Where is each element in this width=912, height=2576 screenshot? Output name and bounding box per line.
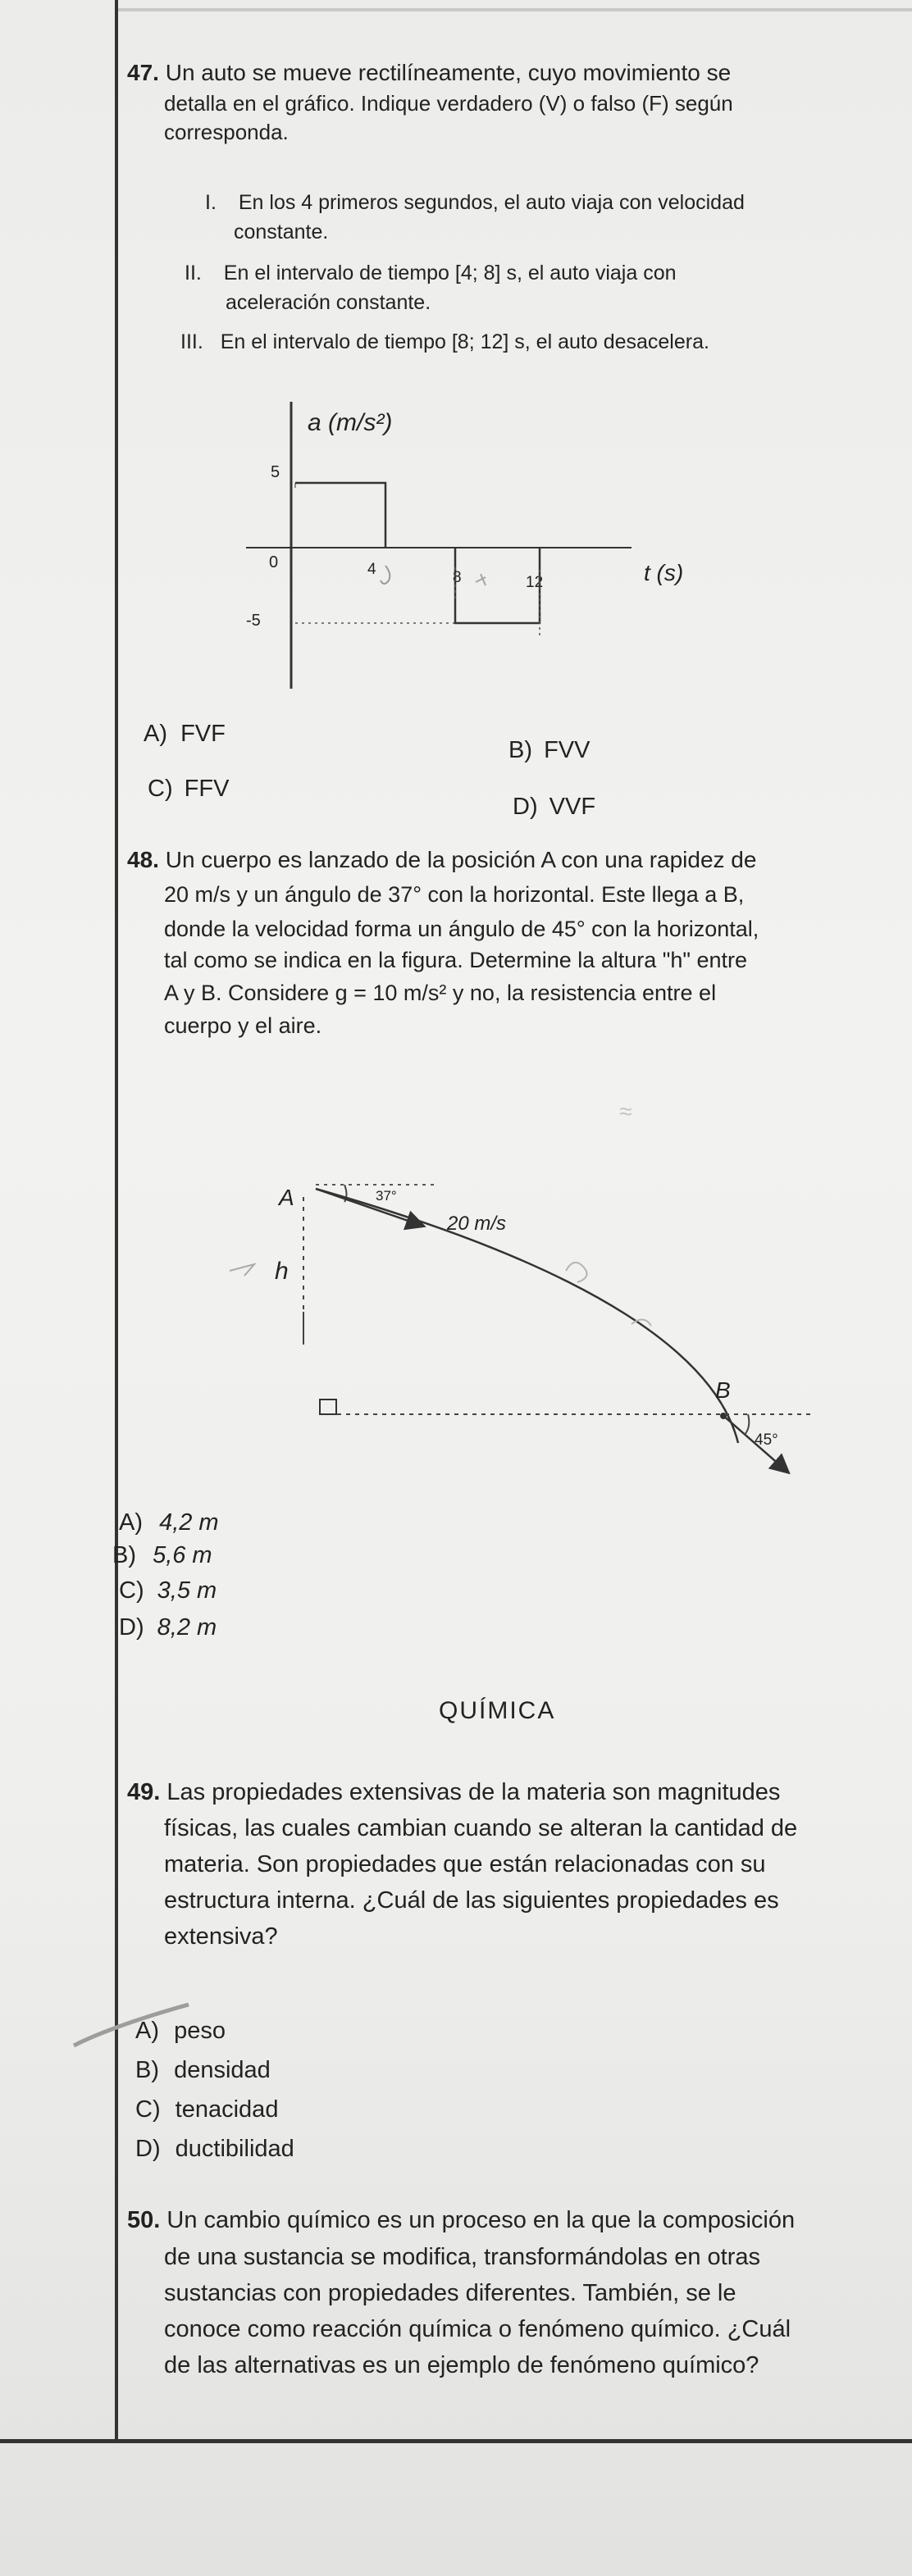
question-text-line: Un cambio químico es un proceso en la que la composición — [166, 2207, 796, 2233]
question-text-line: detalla en el gráfico. Indique verdadero (V) o falso (F) según — [164, 91, 733, 116]
question-number: 48. — [127, 847, 159, 872]
option-d[interactable]: D) ductibilidad — [135, 2136, 294, 2162]
projectile-figure — [213, 1148, 820, 1500]
question-text-line: corresponda. — [164, 120, 289, 144]
question-text-line: de una sustancia se modifica, transformándolas en otras — [164, 2244, 761, 2270]
option-d[interactable]: D) VVF — [513, 794, 596, 820]
question-text-line: 20 m/s y un ángulo de 37° con la horizontal. Este llega a B, — [164, 882, 745, 907]
statement-i-cont: constante. — [234, 221, 329, 243]
speed-label: 20 m/s — [447, 1213, 507, 1235]
question-number: 50. — [127, 2207, 161, 2233]
velocity-arrow-a — [316, 1189, 422, 1226]
option-b[interactable]: B) densidad — [135, 2057, 271, 2083]
x-tick-label: 8 — [453, 569, 462, 586]
question-text-line: Las propiedades extensivas de la materia son magnitudes — [166, 1779, 781, 1805]
question-text-line: extensiva? — [164, 1923, 278, 1950]
option-c[interactable]: C) tenacidad — [135, 2096, 279, 2123]
statement-i: I. En los 4 primeros segundos, el auto viaja con velocidad — [205, 191, 745, 214]
question-text-line: cuerpo y el aire. — [164, 1013, 322, 1038]
pencil-mark — [381, 566, 390, 584]
question-text-line: sustancias con propiedades diferentes. También, se le — [164, 2280, 736, 2306]
y-tick-label: -5 — [246, 612, 261, 630]
right-angle-box — [320, 1400, 336, 1414]
question-text-line: materia. Son propiedades que están relacionadas con su — [164, 1851, 766, 1877]
statement-ii: II. En el intervalo de tiempo [4; 8] s, el auto viaja con — [185, 262, 677, 284]
option-b[interactable]: B) FVV — [508, 737, 591, 763]
question-text-line: de las alternativas es un ejemplo de fenómeno químico? — [164, 2352, 759, 2378]
option-b[interactable]: B) 5,6 m — [112, 1542, 212, 1568]
question-text-line: físicas, las cuales cambian cuando se alteran la cantidad de — [164, 1815, 798, 1841]
pencil-mark — [230, 1264, 254, 1276]
section-title: QUÍMICA — [439, 1697, 556, 1724]
x-tick-label: 12 — [526, 574, 544, 591]
question-text-line: Un auto se mueve rectilíneamente, cuyo movimiento se — [165, 60, 732, 85]
trajectory-curve — [316, 1189, 738, 1443]
option-a[interactable]: A) FVF — [144, 721, 226, 747]
angle-a-label: 37° — [376, 1188, 397, 1204]
pencil-mark — [66, 1992, 213, 2058]
height-label: h — [275, 1258, 289, 1285]
pencil-note: ≈ — [619, 1099, 632, 1124]
page-top-edge — [118, 8, 912, 11]
pencil-mark — [476, 574, 486, 585]
y-tick-label: 5 — [271, 463, 280, 481]
left-margin-rule — [115, 0, 118, 2443]
statement-iii: III. En el intervalo de tiempo [8; 12] s, el auto desacelera. — [180, 330, 709, 353]
y-tick-label: 0 — [269, 553, 279, 571]
x-axis-label: t (s) — [644, 560, 684, 585]
question-text-line: tal como se indica en la figura. Determine la altura "h" entre — [164, 948, 748, 972]
point-a-label: A — [279, 1185, 294, 1210]
option-d[interactable]: D) 8,2 m — [119, 1614, 217, 1641]
pencil-mark — [566, 1263, 587, 1282]
y-axis-label: a (m/s²) — [308, 409, 393, 436]
point-b-label: B — [715, 1377, 731, 1403]
statement-ii-cont: aceleración constante. — [226, 291, 431, 314]
question-text-line: Un cuerpo es lanzado de la posición A con una rapidez de — [165, 847, 757, 872]
option-a[interactable]: A) 4,2 m — [119, 1509, 219, 1536]
question-text-line: estructura interna. ¿Cuál de las siguientes propiedades es — [164, 1887, 779, 1914]
question-text-line: A y B. Considere g = 10 m/s² y no, la resistencia entre el — [164, 981, 717, 1005]
option-c[interactable]: C) FFV — [148, 776, 230, 802]
segment-0-4 — [295, 483, 385, 548]
option-c[interactable]: C) 3,5 m — [119, 1577, 217, 1604]
question-text-line: conoce como reacción química o fenómeno químico. ¿Cuál — [164, 2316, 791, 2342]
option-a[interactable]: A) peso — [135, 2018, 226, 2044]
question-number: 47. — [127, 60, 159, 85]
angle-arc-b — [745, 1414, 749, 1435]
question-number: 49. — [127, 1779, 161, 1805]
bottom-rule — [0, 2439, 912, 2443]
question-text-line: donde la velocidad forma un ángulo de 45° con la horizontal, — [164, 917, 759, 941]
acceleration-time-graph — [246, 385, 738, 697]
x-tick-label: 4 — [367, 561, 376, 578]
angle-b-label: 45° — [755, 1431, 778, 1449]
